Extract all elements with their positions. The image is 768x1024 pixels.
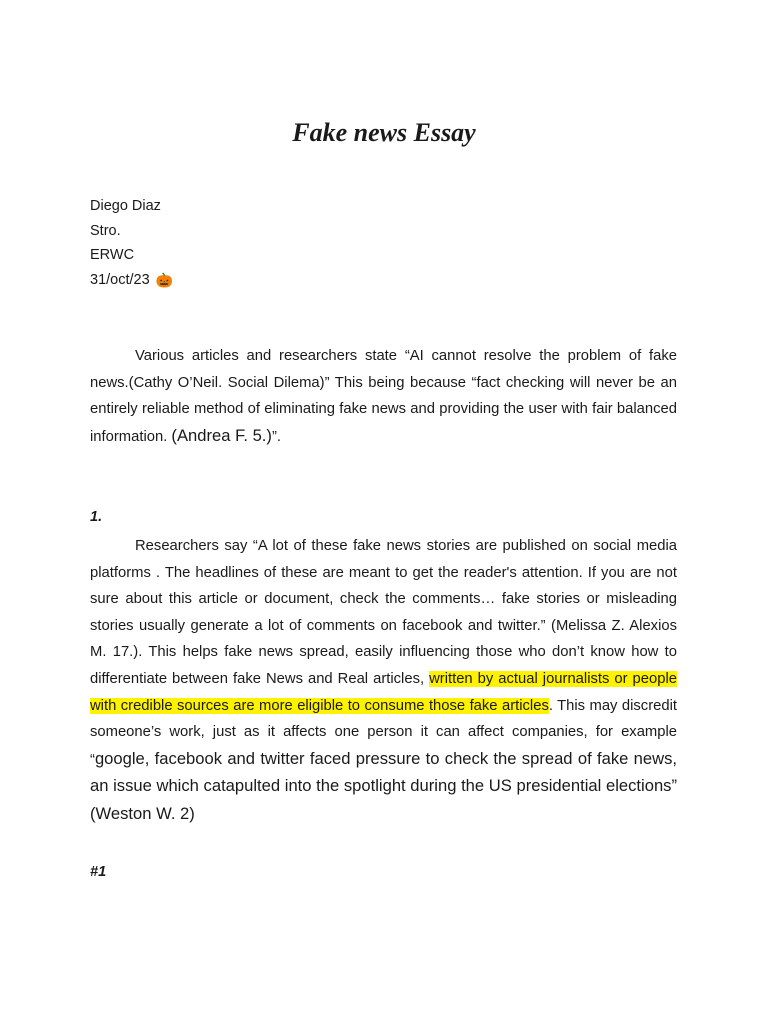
section-label-2: #1 bbox=[90, 864, 107, 880]
header-block bbox=[90, 194, 173, 292]
author-name: Diego Diaz bbox=[90, 198, 161, 214]
pumpkin-icon: 🎃 bbox=[155, 271, 174, 288]
section1-text-b: . This may discredit someone’s work, just as it affects one person it can affect companies, for example “ bbox=[90, 697, 677, 768]
intro-paragraph bbox=[90, 343, 677, 450]
document-title: Fake news Essay bbox=[292, 118, 476, 147]
intro-text: Various articles and researchers state “AI cannot resolve the problem of fake news.(Cathy O’Neil. Social Dilema)” This being because “fact checking will never be an entirely reliable method of eliminating fake news and providing the user with fair balanced information. bbox=[90, 348, 677, 445]
intro-closing: ”. bbox=[271, 428, 281, 445]
section1-text-a: Researchers say “A lot of these fake news stories are published on social media platforms . The headlines of these are meant to get the reader's attention. If you are not sure about this article or document, check the comments… fake stories or misleading stories usually generate a lot of comments on facebook and twitter.” (Melissa Z. Alexios M. 17.). This helps fake news spread, easily influencing those who don’t know how to differentiate between fake News and Real articles, bbox=[90, 538, 677, 687]
highlighted-text: written by actual journalists or people with credible sources are more eligible to consume those fake articles bbox=[90, 670, 677, 714]
section1-quote: google, facebook and twitter faced pressure to check the spread of fake news, an issue which catapulted into the spotlight during the US presidential elections” (Weston W. 2) bbox=[90, 748, 677, 823]
course-name: ERWC bbox=[90, 247, 135, 263]
teacher-name: Stro. bbox=[90, 222, 121, 239]
section1-paragraph bbox=[90, 533, 677, 829]
date-text: 31/oct/23 bbox=[90, 271, 150, 288]
intro-citation: (Andrea F. 5.) bbox=[171, 425, 272, 445]
section-label-1: 1. bbox=[90, 509, 103, 525]
date-line bbox=[90, 268, 173, 293]
